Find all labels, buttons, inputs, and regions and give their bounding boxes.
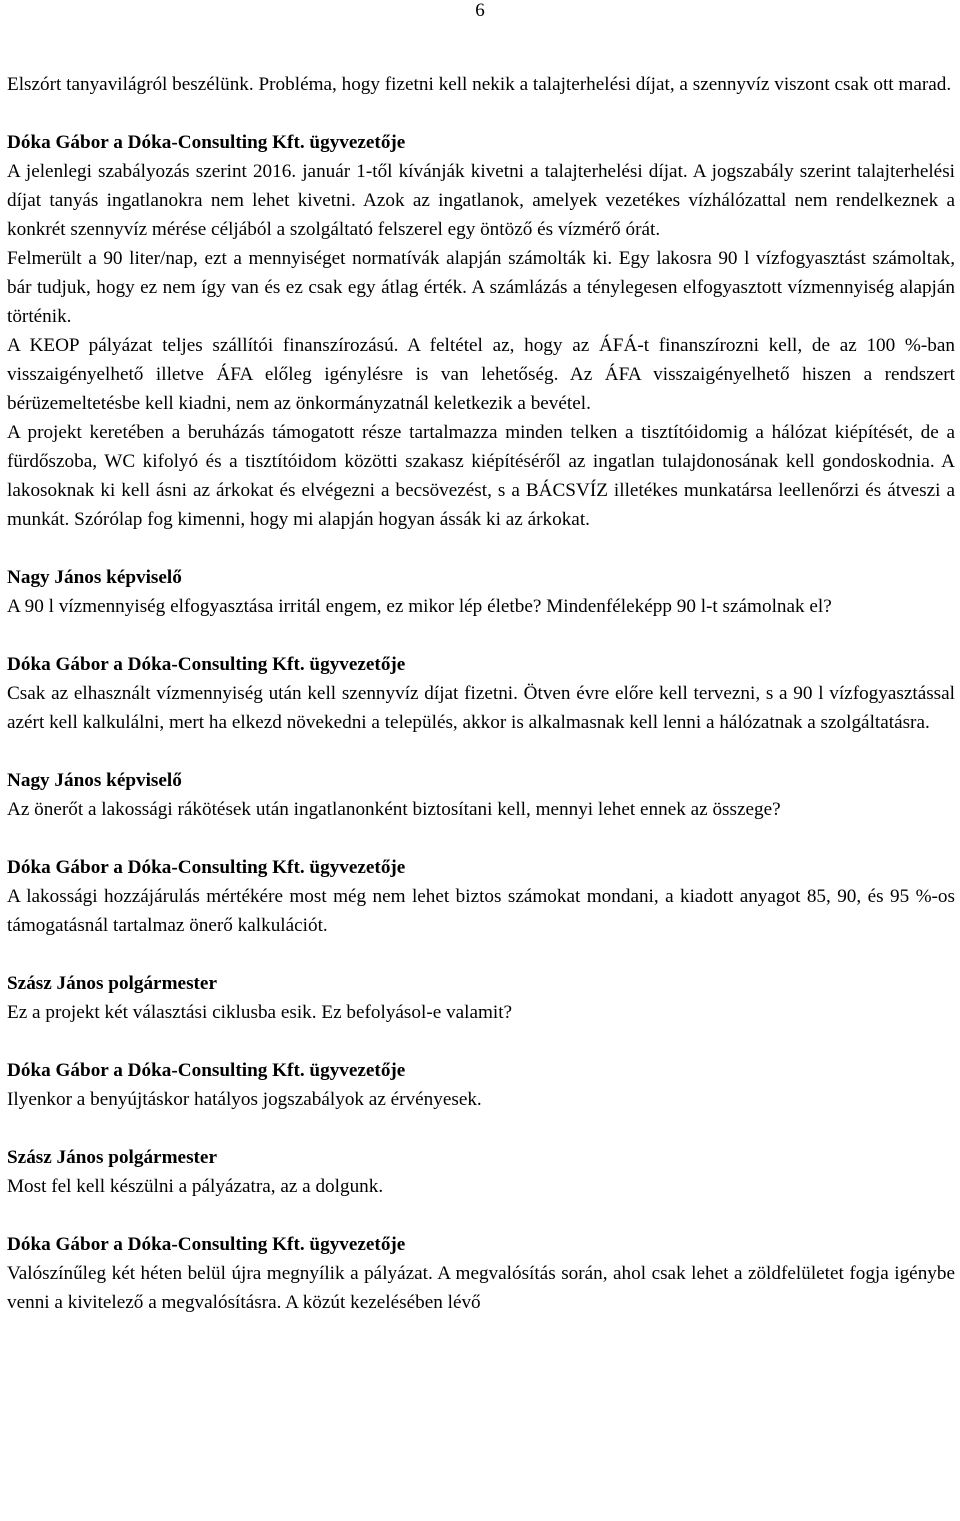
paragraph: A 90 l vízmennyiség elfogyasztása irritál engem, ez mikor lép életbe? Mindenféleképp 90 l-t számolnak el?	[7, 596, 832, 617]
statement-block	[7, 650, 955, 737]
speaker-name: Szász János polgármester	[7, 1147, 217, 1168]
statement-block	[7, 1230, 955, 1317]
paragraph: A projekt keretében a beruházás támogatott része tartalmazza minden telken a tisztítóidomig a hálózat kiépítését, de a fürdőszoba, WC kifolyó és a tisztítóidom közötti szakasz kiépítéséről az ingatlan tulajdonosának kell gondoskodnia. A lakosoknak ki kell ásni az árkokat és elvégezni a becsövezést, s a BÁCSVÍZ illetékes munkatársa leellenőrzi és átveszi a munkát. Szórólap fog kimenni, hogy mi alapján hogyan ássák ki az árkokat.	[7, 422, 955, 530]
speaker-name: Nagy János képviselő	[7, 770, 182, 791]
statement-block	[7, 853, 955, 940]
paragraph: Most fel kell készülni a pályázatra, az a dolgunk.	[7, 1176, 384, 1197]
paragraph: Az önerőt a lakossági rákötések után ingatlanonként biztosítani kell, mennyi lehet ennek az összege?	[7, 799, 781, 820]
paragraph: Csak az elhasznált vízmennyiség után kell szennyvíz díjat fizetni. Ötven évre előre kell tervezni, s a 90 l vízfogyasztással azért kell kalkulálni, mert ha elkezd növekedni a település, akkor is alkalmasnak kell lenni a hálózatnak a szolgáltatásra.	[7, 683, 955, 733]
speaker-name: Dóka Gábor a Dóka-Consulting Kft. ügyvezetője	[7, 1060, 406, 1081]
speaker-name: Dóka Gábor a Dóka-Consulting Kft. ügyvezetője	[7, 654, 406, 675]
speaker-name: Szász János polgármester	[7, 973, 217, 994]
paragraph: Valószínűleg két héten belül újra megnyílik a pályázat. A megvalósítás során, ahol csak lehet a zöldfelületet fogja igénybe venni a kivitelező a megvalósításra. A közút kezelésében lévő	[7, 1263, 955, 1313]
speaker-name: Dóka Gábor a Dóka-Consulting Kft. ügyvezetője	[7, 857, 406, 878]
paragraph: A jelenlegi szabályozás szerint 2016. január 1-től kívánják kivetni a talajterhelési díjat. A jogszabály szerint talajterhelési díjat tanyás ingatlanokra nem lehet kivetni. Azok az ingatlanok, amelyek vezetékes vízhálózattal nem rendelkeznek a konkrét szennyvíz mérése céljából a szolgáltató felszerel egy öntöző és vízmérő órát.	[7, 161, 955, 240]
statement-block	[7, 128, 955, 534]
statement-block	[7, 1143, 955, 1201]
paragraph: Ez a projekt két választási ciklusba esik. Ez befolyásol-e valamit?	[7, 1002, 513, 1023]
speaker-name: Dóka Gábor a Dóka-Consulting Kft. ügyvezetője	[7, 132, 406, 153]
paragraph: A KEOP pályázat teljes szállítói finanszírozású. A feltétel az, hogy az ÁFÁ-t finanszírozni kell, de az 100 %-ban visszaigényelhető illetve ÁFA előleg igénylésre is van lehetőség. Az ÁFA visszaigényelhető hiszen a rendszert bérüzemeltetésbe kell kiadni, nem az önkormányzatnál keletkezik a bevétel.	[7, 335, 955, 414]
statement-block	[7, 969, 955, 1027]
speaker-name: Dóka Gábor a Dóka-Consulting Kft. ügyvezetője	[7, 1234, 406, 1255]
statement-block	[7, 1056, 955, 1114]
speaker-name: Nagy János képviselő	[7, 567, 182, 588]
paragraph: Ilyenkor a benyújtáskor hatályos jogszabályok az érvényesek.	[7, 1089, 482, 1110]
statement-block	[7, 563, 955, 621]
statement-block	[7, 70, 955, 99]
page-number: 6	[475, 0, 485, 21]
paragraph: Elszórt tanyavilágról beszélünk. Probléma, hogy fizetni kell nekik a talajterhelési díjat, a szennyvíz viszont csak ott marad.	[7, 74, 952, 95]
document-body	[7, 70, 955, 1317]
statement-block	[7, 766, 955, 824]
paragraph: A lakossági hozzájárulás mértékére most még nem lehet biztos számokat mondani, a kiadott anyagot 85, 90, és 95 %-os támogatásnál tartalmaz önerő kalkulációt.	[7, 886, 955, 936]
paragraph: Felmerült a 90 liter/nap, ezt a mennyiséget normatívák alapján számolták ki. Egy lakosra 90 l vízfogyasztást számoltak, bár tudjuk, hogy ez nem így van és ez csak egy átlag érték. A számlázás a ténylegesen elfogyasztott vízmennyiség alapján történik.	[7, 248, 955, 327]
